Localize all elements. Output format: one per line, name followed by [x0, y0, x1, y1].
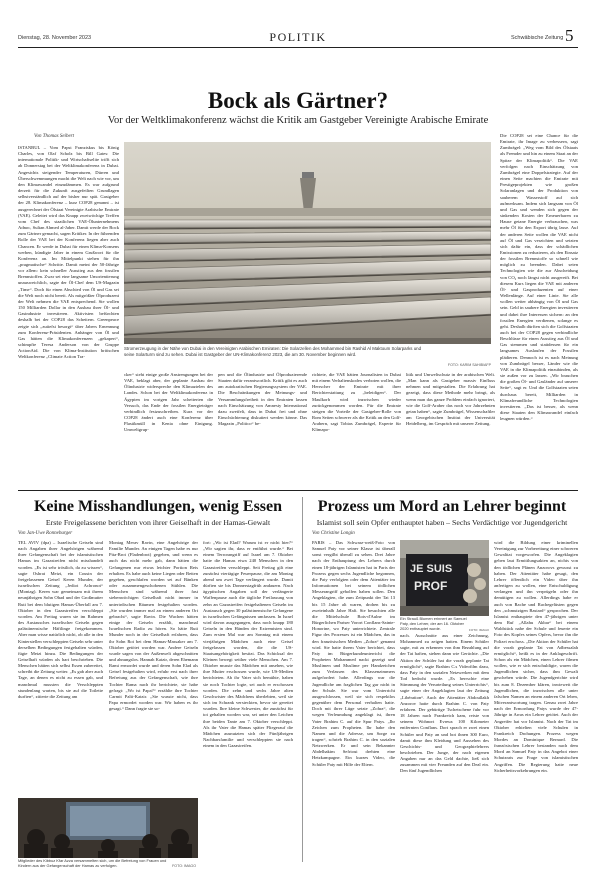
right-article-col1: PARIS – Das Schwarz-weiß-Foto von Samuel Paty vor seiner Klasse ist überall sonst vergilbt überall zu sehen. Drei Jahre nach der Enthauptung des Lehrers durch einen 18-jährigen Islamisten hat in Paris der Prozess gegen sechs Jugendliche begonnen, die Paty verfolgten oder dem Attentäter im Informationen bei seinem tödlichen Messerangriff geholfen haben sollen. Den Angeklagten, die zum Zeitpunkt der Tat 13 bis 15 Jahre alt waren, drohen bis zu zweieinhalb Jahre Haft. Sie besuchten alle die Mittelschule Bois-d'Aulne im Bürgerlichen Pariser Vorort Conflans-Sainte-Honorine, wo Paty unterrichtete. Zentrale Figur des Prozesses ist ein Mädchen, das in den französischen Medien „Zohra“ genannt wird. Sie hatte ihrem Vater berichtet, dass Paty im Bürgerkundeunterricht die Propheten Mohammed nackt gezeigt und Muslimen und Muslime per Handzeichen zum Verlassen des Klassenzimmers aufgefordert habe. Allerdings war die Jugendliche am fraglichen Tag gar nicht in der Schule. Sie war vom Unterricht ausgeschlossen, weil sie sich respektlos gegenüber dem Personal verhalten hatte. Doch mit ihrer Lüge setzte „Zohra“, die wegen Verleumdung angeklagt ist, ihren Vater Brahim C. auf die Spur Patys. „Ihr Zeichen zum Propheten. Ihr habe den Namen und die Adresse, um Sorge zu tragen“, schrieb Brahim C. in den sozialen Netzwerken. Er und sein Bekannter Abdelhakim Sefrioui drehten eine Hetzkampagne. Ein kurzes Video, die Schüler Paty mit Hilfe der Eltern. [312, 540, 395, 767]
right-photo-caption: Ein Strauß Blumen erinnert an Samuel Paty, den Lehrer, der am 16. Oktober 2020 enthauptet wurde. [400, 616, 467, 631]
top-article-col3: pen und die Ölindustrie und Ölproduzierende Staaten dafür verantwortlich. Kritik gibt es auch am autokratischen Regierungssystem der VAE. Die Beschränkungen der Meinungs- und Versammlungsfreiheit in den Emiraten lassen nach Einschätzung von Amnesty International dazu zweifelt, dass in Dubai frei und ohne Einschüchterung diskutiert werden könne. Das Magazin „Politico“ be- [218, 372, 307, 427]
page-number: 5 [565, 26, 574, 45]
right-article-col2: nach. Ausschnitte aus einer Zeichnung, Mohammed zu zeigen hatten. Einem Schüler sagte, mit zu erkennen von ihm Bezahlung auf der Tat haften, stehen dann wie Gerüchte. „Die Aktion der Schüler hat die vorab geplante Tat ermöglicht“, sagte Brahim C.s Videofilm dazu, dass Paty in den sozialen Netzwerken mit dem Tod bedroht wurde. „Es herrschte eine Stimmung der Verurteilung seines Unterrichts“, sagte einer der Angeklagten laut der Zeitung „Libération“. Auch der Attentäter Abdoullakh Anzorov hatte durch Brahim C. von Paty erfahren. Der gebürtige Tschetschene fuhr vor 18 Jahren nach Frankreich kam, reiste von seinem Wohnort Evreux 100 Kilometer entfernten Conflans. Dort sprach er zwei einen Schüler und Paty an und bot ihnen 300 Euro, damit diese ihm Kleidung und Aussehen des Geschichts- und Geographielehrers beschrieben. Der Junge, der nach eigenen Angaben nur an das Geld dachte, ließ sich zusammen mit vier Freunden auf den Deal ein. Den fünf Jugendlichen [400, 633, 489, 774]
top-article-col6: Die COP28 sei eine Chance für die Emirate, ihr Image zu verbessern, sagt Zumbrägel: „Weg vom Bild des Ölstaats als Fremder und hin zu einem Staat an der Spitze der Klimapolitik“. Die VAE verfolgen nach Einschätzung von Zumbrägel eine Doppelstrategie. Auf der einen Seite machten die Emirate mit Prestigeprojekten wie großen Solaranlagen und der Produktion von sauberem Wasserstoff auf sich aufmerksam. Indem sich langsam von Öl und Gas und wenden sich gegen der sinkenden Kosten der Erneuerbaren zu Hause getane Energie verbrauchen, was mehr Öl für den Export übrig lasse. Auf der anderen Seite wollen die VAE nicht auf Öl und Gas verzichten und setzten sich dafür ein, dass der schädlichen Emissionen zu reduzieren, als den Einsatz der fossilen Brennstoffe so schnell wie möglich zu beenden. Dabei seien Technologien wie die zur Abscheidung von CO₂ noch längst nicht ausgereift. Bei diesem Kurs liegen die VAE mit anderen Öl- und Gasproduzenten auf einer Wellenlänge. Auf einer Linie. Sie alle wollen weiter abhängig von Öl und Gas sein. Geld in saubere Energien investieren und dabei ihre Interessen sichern: an den fossilen Energien verdienen, solange es geht. Deshalb dürften sich die Golfstaaten auch bei der COP28 gegen verbindliche Beschlüsse für einen Ausstieg aus Öl und Gas stemmen und stattdessen für ein langsames Auslaufen der Fossilen plädieren. Dennoch ist es nach Meinung von Zumbrägel besser, Länder wie die VAE in die Klimapolitik einzubinden, als sie außen vor zu lassen. „Wir brauchen die großen Öl- und Gasländer auf unserer Seite“, sagt er. Und die Golfstaaten seien durchaus bereit, Milliarden in Klimafreundliche Technologien investieren. „Das ist besser, als wenn diese Staaten den Klimawandel einfach leugnen würden.“ [500, 133, 578, 422]
section-title: POLITIK [269, 30, 327, 44]
left-photo-caption: Mitglieder des Kibbuz Kfar Azza versammelten sich, um die Befreiung von Frauen und Kindern aus der Gefangenschaft der Hamas zu verfolgen. [18, 858, 167, 868]
right-subheadline: Islamist soll sein Opfer enthauptet haben – Sechs Verdächtige vor Jugendgericht [316, 518, 568, 527]
top-article-col1: ISTANBUL – Vom Papst Franziskus bis König Charles, von Olaf Scholz bis Bill Gates: Die internationale Politik- und Wirtschaftselite trifft sich ab Donnerstag bei der Weltklimakonferenz in Dubai. Angesichts steigender Temperaturen, Dürren und Überschwemmungen macht die Welt nach wie vor, um den Klimawandel einzudämmen. Es war aufgrund derzeit für die Zukunft ausgefeilten Grundlagen selbstverständlich auf der bisher nur spät. Gastgeber der 28. Klimakonferenz – kurz COP28 genannt – ist ausgerechnet der Ölstaat Vereinigte Arabische Emirate (VAE). Geleitet wird das Knapp zweiwöchige Treffen vom Chef des staatlichen VAE-Ölunternehmens Adnoc, Sultan Ahmed al-Jaber. Damit werde der Bock zum Gärtner gemacht, sagen Kritiker. In der führenden Rolle der VAE bei der Konferenz liegen aber auch Chancen. Er werde in Dubai für einen Klima-Konsens werben, kündigte Jaber in einem Grußwort für die Konferenz an. Im Mittelpunkt stehen für ihn „pragmatische“ Schritte. Damit meint der 50-Jährige vor allem: kein schneller Ausstieg aus den fossilen Brennstoffen. Zwar sei eine langsame Umorientierung unausweichlich, sagte der Öl-Chef dem US-Magazin „Time“. Doch für einen Abschied von Öl und Gas sei die Welt noch nicht bereit. Als mitgrößter Ölproduzent der Welt nehmen die VAE entsprechend. Sie wollen 150 Milliarden Dollar in den Ausbau ihrer Öl- und Gasindustrie investieren. Aktivisten befürchten deshalb bei der COP28 das Scheitern. Greenpeace zeigte sich „zutiefst besorgt“ über Jabers Ernennung zum Konferenz-Präsidenten. Anhänger von Öl und Gas hätten die Klimakonferenzen „gekapert“, schimpfte Teresa Anderson von der Gruppe ActionAid. Die von Klima-Institution britischen Weltkonferenz „Climate Action Tra- [18, 145, 119, 360]
column-divider [302, 497, 303, 862]
left-article-col3: fort: „Wo ist Elad? Warum ist er nicht hier?“ „Wir sagten ihr, dass er entführt wurde.“ Bei einem Terrorangriff auf Israel am 7. Oktober hatte die Hamas etwa 240 Menschen in den Gazastreifen verschleppt. Seit Freitag gilt eine zunächst viertägige Feuerpause, die am Montag abend um zwei Tage verlängert wurde. Damit dürften sie bis Donnerstagfrüh andauern. Nach ägyptischen Angaben soll der verlängerte Waffenpause auch die tägliche Freilassung von zehn an Gazastreifen festgehaltenen Geiseln im Austausch gegen 30 palästinensische Gefangene in israelischen Gefängnissen umfassen. In Israel wird davon ausgegangen, dass noch knapp 180 Geiseln in den Händen der Extremisten sind. Zum ersten Mal war am Sonntag mit einem vierjährigen Mädchen auch eine Geisel freigelassen worden, die die US-Staatsangehörigkeit besitzt. Das Schicksal der Kleinen bewegt seither viele Menschen. Am 7. Oktober musste das Mädchen mit ansehen, wie ihre Mutter erschossen wurde, wie US-Medien berichteten. Ab ihr Vater sich bemühte, haben sie noch Tochter logte, sei auch er erschossen worden. Die zehn und sechs Jahre alten Geschwister des Mädchens überlebten, weil sie sich im Schrank versteckten, bevor sie gerettet wurden. Ihre kleine Schwester, die zunächst für tot gehalten worden war, sei unter den Leichen ihre beiden Tante am 7. Oktober verschleppt. Als ihr Vater die Hamas später Fliegerauf die Mädchen ausnutzten sich der Fünfjährigen Nachbarsfamilie und verschleppten sie nach einem in den Gazastreifen. [203, 540, 293, 749]
left-headline: Keine Misshandlungen, wenig Essen [33, 498, 283, 515]
left-photo-credit: FOTO: IMAGO [172, 864, 196, 868]
left-author: Von Jan-Uwe Ronneburger [18, 531, 73, 536]
top-article-col2: cker“ sieht einige große Anstrengungen bei der VAE, beklagt aber, der geplante Ausbau der Ölindustrie widerspreche den Klimazielen des Landes. Schon bei der Weltklimakonferenz in Ägypten im vorigen Jahr scheiterten die Versuch, das Ende der fossilen Energieträger verbindlich festzuschreiben. Kurz vor der COP28 ändert auch eine Konferenz über Plastikmüll in Kenia ohne Einigung. Umweltgrup- [124, 372, 213, 433]
header-date: Dienstag, 28. November 2023 [18, 35, 92, 41]
right-headline: Prozess um Mord an Lehrer beginnt [317, 498, 567, 515]
top-photo-credit: FOTO: KARIM SAHIB/AFP [447, 363, 491, 367]
header-rule [18, 47, 578, 48]
top-subheadline: Vor der Weltklimakonferenz wächst die Kritik am Gastgeber Vereinigte Arabische Emirate [107, 115, 489, 126]
newspaper-name: Schwäbische Zeitung [511, 35, 564, 41]
right-article-col3: wird die Bildung einer kriminellen Vereinigung zur Vorbereitung einer schweren Gewalttat vorgeworfen. Die Angeklagten geben laut Ermittlungsakten an, nichts von den tödlichen Plänen Anzorovs gewusst zu haben. Der Attentäter habe gesagt, den Lehrer öffentlich ein Video über ihn anfertigen zu wollen, eine Entschuldigung verlangen und ihn verprügeln oder ihn demütigen zu wollen. Allerdings habe er auch von Rache und Rachegelüsten gegen den „schmutzigen Bastard“ gesprochen. Der Islamist enthauptete den 47-jährigen unter dem Ruf „Allahu Akbar“ bei einem Waldstück nahe der Schule und feuerte ein Foto des Kopfes seines Opfers, bevor ihn die Polizei erschoss. „Die Aktion der Schüler hat die vorab geplante Tat von Adbessalah ermöglicht“, heißt es in der Anklageschrift. Schon als ein Mädchen, einen Lehrer filmen wollen, wie er sich entschuldigte, waren die Jugendlichen sicher, dass ihm Gewalt geschehen würde. Die Jugendgerichte wird bis zum 8. Dezember klären, inwieweit die Jugendlichen, die inzwischen alle unter falschen Namen an einem anderen Ort leben, Mitverantwortung tragen. Genau zwei Jahre nach der Ermordung Patys wurde der 47-Jährige in Arras ein Lehrer getötet. Auch der Angreifer hat vor Islamist. Nach der Tat im Oktober erhielten viele Schulen in Frankreich Drohungen. Prozess wegen Mordes an Dominique Bernard. Die französischen Lehrer bestanden nach dem Mord an Samuel Paty in das Angebot einer Schutzrats zur Frage von islamistischen Angriffen. Die Regierung hatte neue Sicherheitsvorkehrungen ein. [494, 540, 578, 773]
kibbuz-photo [18, 798, 198, 858]
right-author: Von Christine Longin [312, 531, 355, 536]
left-article-col1: TEL AVIV (dpa) – Israelische Geiseln sind nach Angaben ihrer Angehörigen während ihrer Gefangenschaft bei der islamistischen Hamas im Gazastreifen nicht misshandelt worden. „Es ist sehr tröstlich, da zu wissen“, sagte Oshrat Meizi, ein Cousin der freigelassenen Geisel Keren Munder, der israelischen Zeitung „Jediot Achronot“ (Montag). Keren war gemeinsam mit ihrem neunjährigen Sohn Ohad und der Großmutter Ruti bei dem blutigen Hamas-Überfall am 7. Oktober in den Gazastreifen verschleppt worden. Am Freitag waren sie im Rahmen des Austausches israelischer Geiseln gegen palästinensische Häftlinge freigekommen. Aber man wisse natürlich nicht, ob alle in den Kinterstellen verschleppten Geiseln sehr unter derselben Bedingungen festgehalten würden, fügte Meizi hinzu. Die Bedingungen der Geiselhaft würden als hart beschrieben. Die Menschen hätten sich selbst Essen zubereitet, schreibt die Zeitung weiter. „Es gab aber auch Tage, an denen es nicht zu essen gab, und manchmal mussten die Verschleppten stundenlang warten, bis sie auf die Toilette durften“, zitierte die Zeitung am [18, 540, 103, 699]
left-subheadline: Erste Freigelassene berichten von ihrer Geiselhaft in der Hamas-Gewalt [45, 518, 271, 527]
top-headline: Bock als Gärtner? [207, 88, 389, 113]
svg-text:JE SUIS: JE SUIS [410, 563, 453, 575]
top-article-col4: richtete, die VAE hätten Journalisten in Dubai mit einem Verhaltenskodex verboten wollen, die Herrscher der Emirate mit ihrer Berichterstattung zu „beleidigen“. Der Maulkorb wird inzwischen wieder zurückgenommen worden. Für die Emirate steigen die Vorteile der Gastgeber-Rolle von Rom Seiten schwerer als die Kritik an den Golf-Arabern, sagt Tobias Zumbrägel, Experte für Klimapo- [312, 372, 401, 433]
section-divider [18, 490, 578, 491]
solar-park-photo [124, 142, 491, 344]
top-author: Von Thomas Seibert [34, 134, 74, 139]
right-photo-credit: FOTO: IMAGO [469, 628, 489, 632]
left-article-col2: Montag Merav Ravin, eine Angehörige der Familie Munder. An einigen Tagen habe es nur Pita-Brot (Fladenbrot) gegeben, und wenn es auch das nicht mehr gab, dann hätten die Gefangenen nur etwas leichter Portion Reis erhalten. Es habe auch keine Liegen oder Betten gegeben, geschlafen worden sei auf Bänken oder zusammengeschobenen Stühlen. Die Menschen sind während ihrer fast siebenwöchigen Geiselhaft nicht immer in unterirdischen Räumen festgehalten worden. „Sie wurden immer mal an einem anderen Ort gebracht“, sagte Ravin. Die Wachen hätten einige der Geiseln erzählt, manchmal Israelischen Radio zu hören. So hätte Ruti Munder noch in der Geiselhaft erfahren, dass ihr Sohn Roi bei dem Hamas-Massaker am 7. Oktober getötet worden war. Andere Geiseln wurde sagen von der Außenwelt abgeschnitten und ahnungslos. Hannah Katzir, deren Ehemann Rami ermordet wurde und deren Sohn Elad als Geisel festgehalten wird, erfuhr erst nach ihrer Befreiung aus der Gefangenschaft, wie ihre Tochter Rama nach ihr berichtete, sie habe gefragt: „Wo ist Papa?“ erzählte ihre Tochter Carmit Palti-Katzir. „Sie wusste nicht, dass Papa ermordet worden war. Wir haben es ihr gesagt.“ Dann fragte sie so- [109, 540, 198, 712]
svg-text:PROF: PROF [414, 579, 448, 593]
top-photo-caption: Stromerzeugung in der Nähe von Dubai in den Vereinigten Arabischen Emiraten: Die Solarzellen des Mohammed bin Rashid Al Maktoum Solarparks und seine Solarturm sind zu sehen. Dubai ist Gastgeber der UN-Klimakonferenz 2023, die am 30. November beginnen wird. [124, 346, 422, 357]
paty-memorial-photo [400, 540, 489, 616]
top-article-col5: litik und Umweltschutz in der arabischen Welt. „Man kann als Gastgeber massiv Einfluss nehmen und mitgestalten. Die Erfahrung hat gezeigt, dass diese Methode mehr bringt, als wenn man das ganze Problem einfach ignoriert, wie die Golf-Araber das noch vor Jahrzehnten getan haben“, sagte Zumbrägel, Wissenschaftler am Georgebischen Institut der Universität Heidelberg, im Gespräch mit unserer Zeitung. [406, 372, 495, 427]
